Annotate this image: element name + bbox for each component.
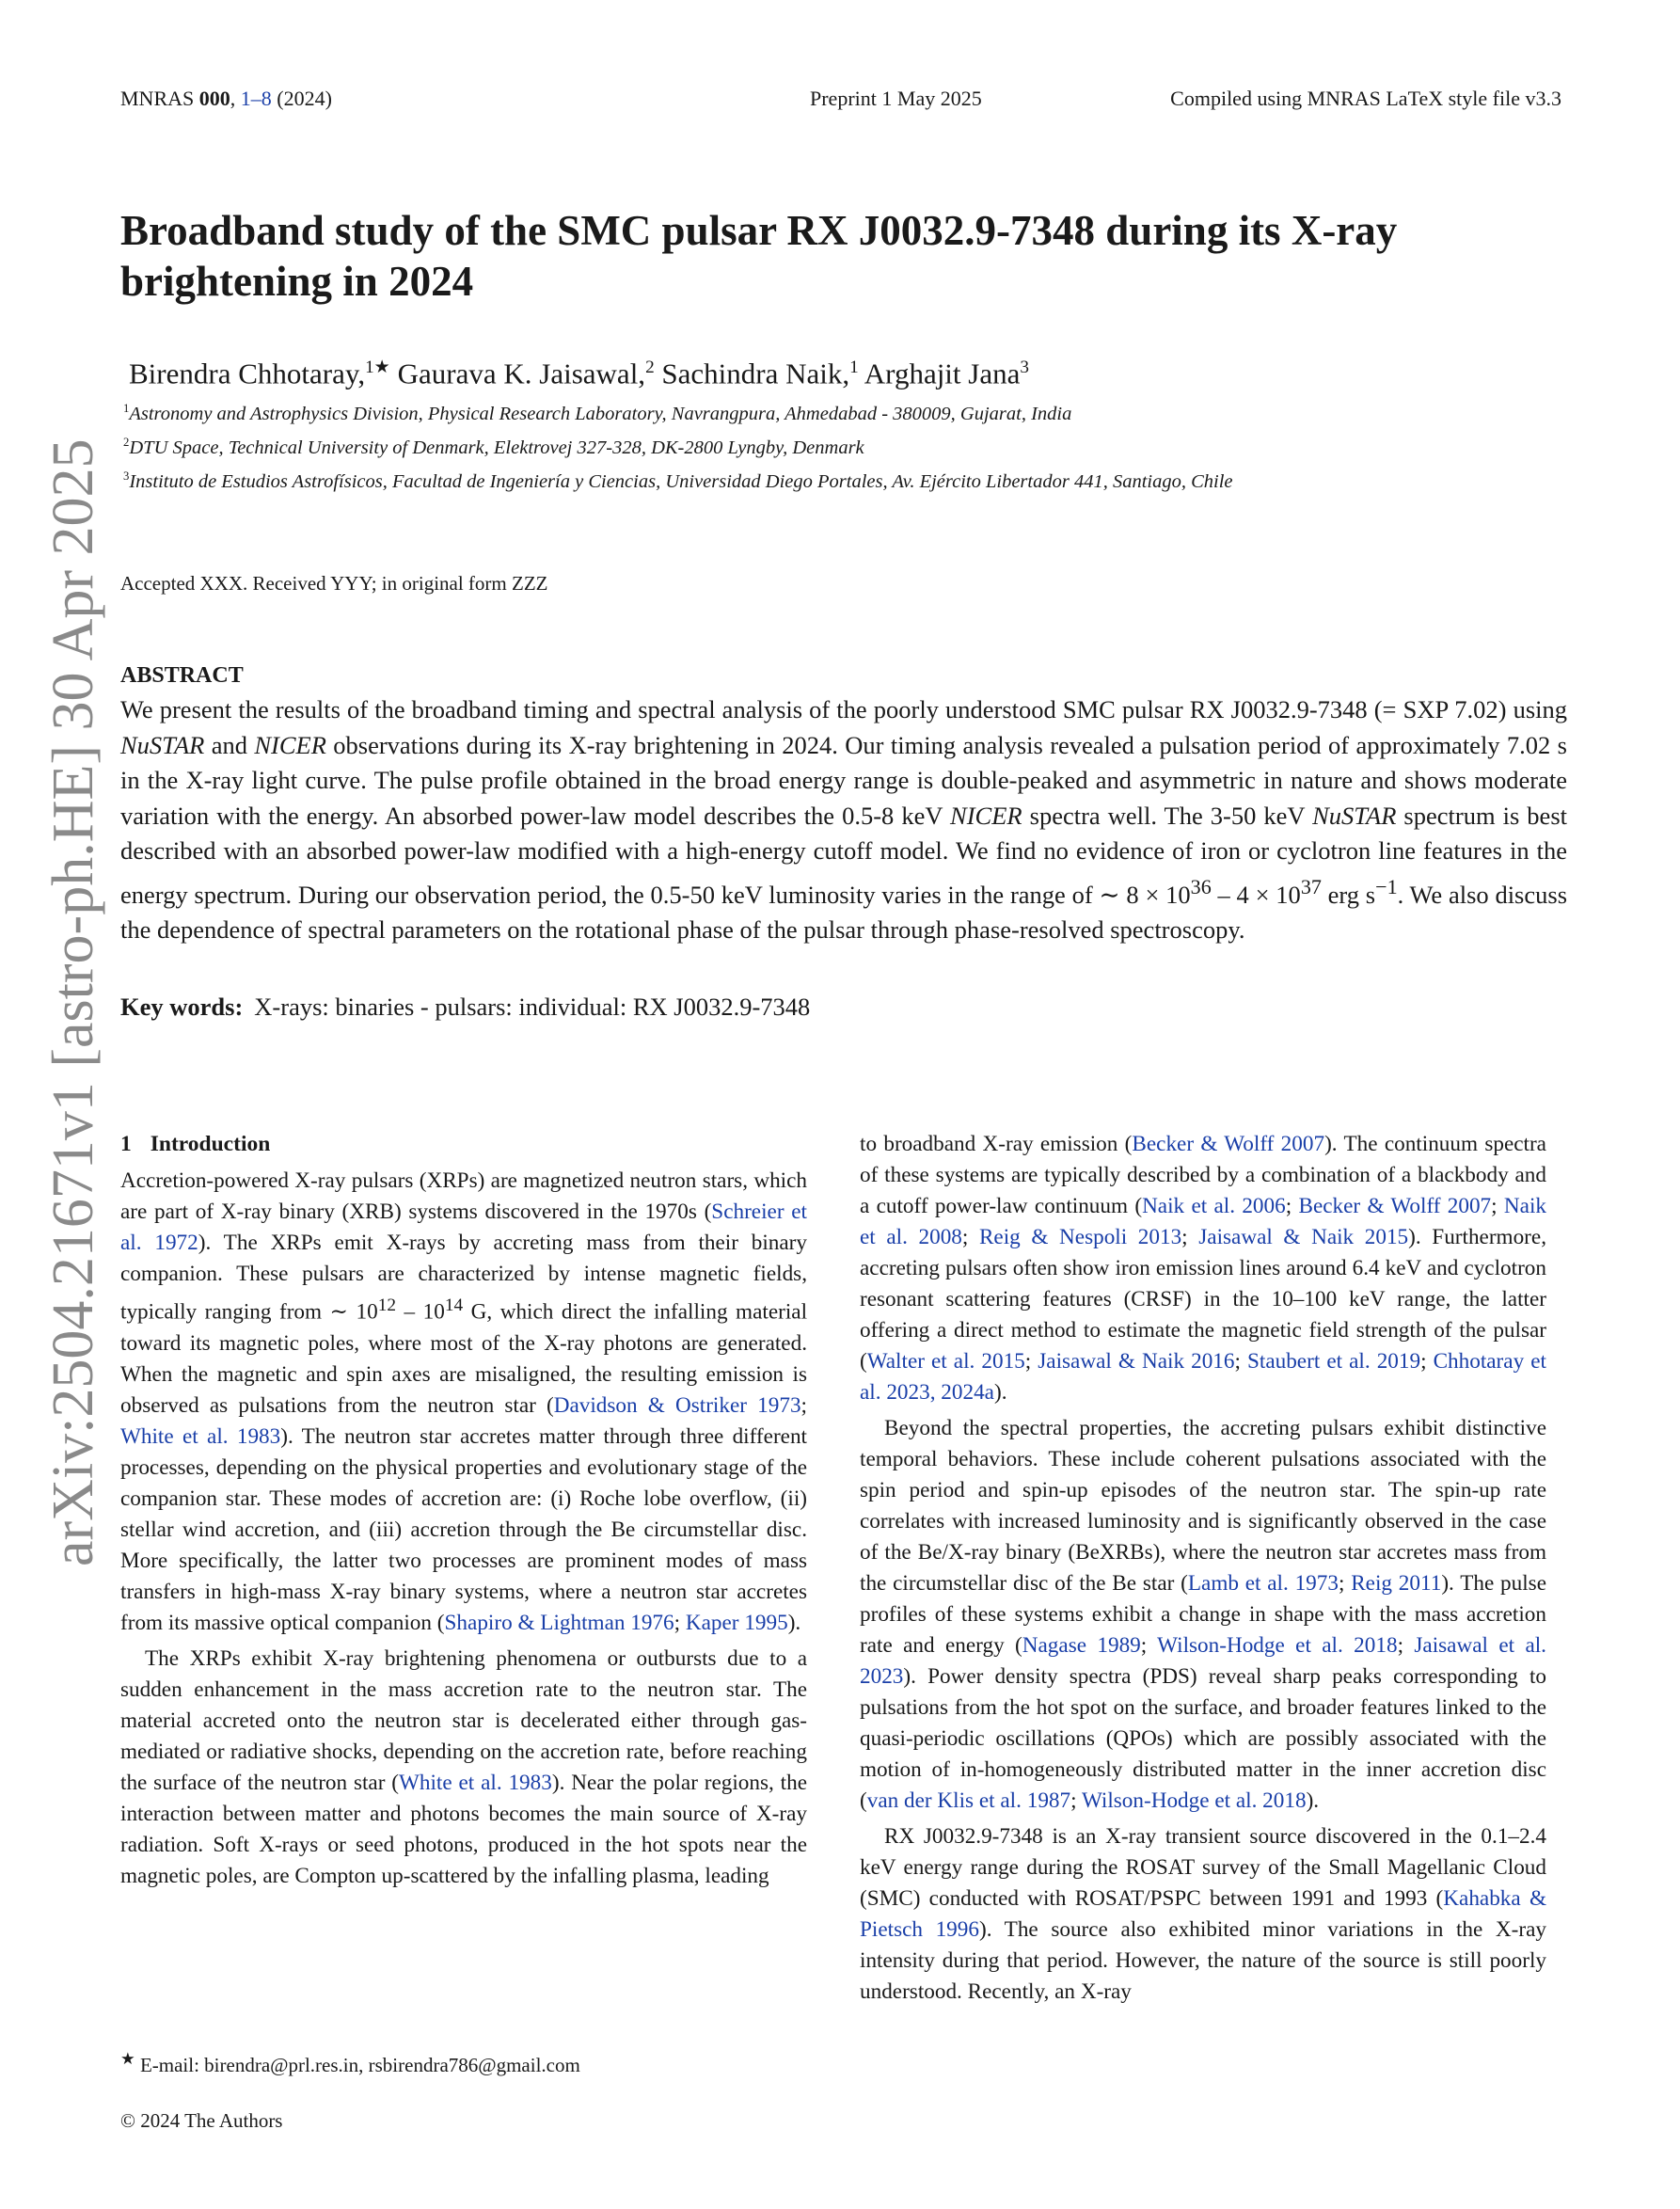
affiliation: $^2$DTU Space, Technical University of Denmark, Elektrovej 327-328, DK-2800 Lyngby, Denmark [123,435,864,458]
footnote-email: E-mail: birendra@prl.res.in, rsbirendra786@gmail.com [135,2054,580,2076]
author-name: Birendra Chhotaray, [129,357,366,390]
compiled-note: Compiled using MNRAS LaTeX style file v3.3 [1170,87,1561,110]
right-column [860,1129,1546,2008]
citation-link[interactable]: Lamb et al. 1973 [1187,1571,1339,1596]
citation-link[interactable]: Kaper 1995 [685,1610,788,1635]
paragraph: Beyond the spectral properties, the accreting pulsars exhibit distinctive temporal behaviors. These include coherent pulsations associated with the spin period and spin-up episodes of the neutron star. The spin-up rate correlates with increased luminosity and is significantly observed in the case of the Be/X-ray binary (BeXRBs), where the neutron star accretes mass from the circumstellar disc of the Be star (Lamb et al. 1973; Reig 2011). The pulse profiles of these systems exhibit a change in shape with the mass accretion rate and energy (Nagase 1989; Wilson-Hodge et al. 2018; Jaisawal et al. 2023). Power density spectra (PDS) reveal sharp peaks corresponding to pulsations from the hot spot on the surface, and broader features linked to the quasi-periodic oscillations (QPOs) which are possibly associated with the motion of in-homogeneously distributed matter in the inner accretion disc (van der Klis et al. 1987; Wilson-Hodge et al. 2018). [860,1416,1546,1813]
affiliation: $^3$Instituto de Estudios Astrofísicos, Facultad de Ingeniería y Ciencias, Universidad Diego Portales, Av. Ejército Libertador 441, Santiago, Chile [123,469,1233,492]
citation-link[interactable]: Naik et al. 2006 [1142,1194,1286,1218]
citation-link[interactable]: Reig & Nespoli 2013 [978,1225,1182,1249]
keywords-text: X-rays: binaries - pulsars: individual: RX J0032.9-7348 [254,993,811,1021]
footnote-mark: ★ [120,2049,135,2068]
author-name: Gaurava K. Jaisawal, [389,357,646,390]
citation-link[interactable]: Wilson-Hodge et al. 2018 [1157,1633,1398,1658]
running-header [120,87,1561,115]
author-name: Sachindra Naik, [654,357,850,390]
affil-mark: 1 [849,358,859,377]
citation-link[interactable]: Schreier et al. 1972 [120,1200,807,1255]
volume: 000 [198,87,230,110]
citation-link[interactable]: Shapiro & Lightman 1976 [444,1610,674,1635]
citation-link[interactable]: White et al. 1983 [120,1423,281,1449]
affiliations [123,394,1233,495]
acceptance-note: Accepted XXX. Received YYY; in original form ZZZ [120,572,548,595]
abstract-heading: ABSTRACT [120,663,244,688]
left-column [120,1129,807,1892]
journal-reference: MNRAS 000, 1–8 (2024) [120,87,332,110]
abstract-text: We present the results of the broadband timing and spectral analysis of the poorly understood SMC pulsar RX J0032.9-7348 (= SXP 7.02) using NuSTAR and NICER observations during its X-ray brightening in 2024. Our timing analysis revealed a pulsation period of approximately 7.02 s in the X-ray light curve. The pulse profile obtained in the broad energy range is double-peaked and asymmetric in nature and shows moderate variation with the energy. An absorbed power-law model describes the 0.5-8 keV NICER spectra well. The 3-50 keV NuSTAR spectrum is best described with an absorbed power-law modified with a high-energy cutoff model. We find no evidence of iron or cyclotron line features in the energy spectrum. During our observation period, the 0.5-50 keV luminosity varies in the range of ∼ $8 \times 10^{36} - 4 \times 10^{37}$ erg $s^{-1}$. We also discuss the dependence of spectral parameters on the rotational phase of the pulsar through phase-resolved spectroscopy. [120,695,1568,944]
abstract [120,663,1567,947]
citation-link[interactable]: Jaisawal et al. 2023 [860,1633,1546,1689]
keywords [120,993,810,1022]
citation-link[interactable]: van der Klis et al. 1987 [866,1788,1071,1813]
keywords-label: Key words: [120,993,244,1021]
arxiv-identifier: arXiv:2504.21671v1 [astro-ph.HE] 30 Apr 2025 [41,438,105,1566]
paragraph: The XRPs exhibit X-ray brightening phenomena or outbursts due to a sudden enhancement in the mass accretion rate to the neutron star. The material accreted onto the neutron star is decelerated either through gas-mediated or radiative shocks, depending on the accretion rate, before reaching the surface of the neutron star (White et al. 1983). Near the polar regions, the interaction between matter and photons becomes the main source of X-ray radiation. Soft X-rays or seed photons, produced in the hot spots near the magnetic poles, are Compton up-scattered by the infalling plasma, leading [120,1645,807,1888]
citation-link[interactable]: Chhotaray et al. 2023, 2024a [860,1349,1546,1405]
preprint-date: Preprint 1 May 2025 [810,87,982,110]
citation-link[interactable]: Jaisawal & Naik 2015 [1198,1225,1409,1249]
paragraph: Accretion-powered X-ray pulsars (XRPs) are magnetized neutron stars, which are part of X-ray binary (XRB) systems discovered in the 1970s (Schreier et al. 1972). The XRPs emit X-rays by accreting mass from their binary companion. These pulsars are characterized by intense magnetic fields, typically ranging from ∼ $10^{12} - 10^{14}$ G, which direct the infalling material toward its magnetic poles, where most of the X-ray photons are generated. When the magnetic and spin axes are misaligned, the resulting emission is observed as pulsations from the neutron star (Davidson & Ostriker 1973; White et al. 1983). The neutron star accretes matter through three different processes, depending on the physical properties and evolutionary stage of the companion star. These modes of accretion are: (i) Roche lobe overflow, (ii) stellar wind accretion, and (iii) accretion through the Be circumstellar disc. More specifically, the latter two processes are prominent modes of mass transfers in high-mass X-ray binary systems, where a neutron star accretes from its massive optical companion (Shapiro & Lightman 1976; Kaper 1995). [120,1168,808,1635]
paragraph: to broadband X-ray emission (Becker & Wolff 2007). The continuum spectra of these systems are typically described by a combination of a blackbody and a cutoff power-law continuum (Naik et al. 2006; Becker & Wolff 2007; Naik et al. 2008; Reig & Nespoli 2013; Jaisawal & Naik 2015). Furthermore, accreting pulsars often show iron emission lines around 6.4 keV and cyclotron resonant scattering features (CRSF) in the 10–100 keV range, the latter offering a direct method to estimate the magnetic field strength of the pulsar (Walter et al. 2015; Jaisawal & Naik 2016; Staubert et al. 2019; Chhotaray et al. 2023, 2024a). [860,1132,1546,1405]
affil-mark: 2 [645,358,655,377]
citation-link[interactable]: Wilson-Hodge et al. 2018 [1081,1788,1307,1813]
citation-link[interactable]: White et al. 1983 [399,1770,552,1795]
citation-link[interactable]: Davidson & Ostriker 1973 [553,1392,801,1418]
citation-link[interactable]: Naik et al. 2008 [860,1194,1546,1249]
author-list [129,356,1029,390]
affiliation: $^1$Astronomy and Astrophysics Division, Physical Research Laboratory, Navrangpura, Ahmedabad - 380009, Gujarat, India [123,402,1072,424]
citation-link[interactable]: Staubert et al. 2019 [1246,1349,1421,1374]
section-heading: 1 Introduction [120,1132,271,1156]
paper-title: Broadband study of the SMC pulsar RX J0032.9-7348 during its X-ray brightening in 2024 [120,207,1398,305]
citation-link[interactable]: Kahabka & Pietsch 1996 [860,1886,1546,1942]
affil-mark: 1★ [365,358,390,377]
page-range-link[interactable]: 1–8 [240,87,272,110]
author-name: Arghajit Jana [858,357,1021,390]
citation-link[interactable]: Becker & Wolff 2007 [1298,1194,1492,1218]
citation-link[interactable]: Jaisawal & Naik 2016 [1038,1349,1235,1374]
citation-link[interactable]: Becker & Wolff 2007 [1132,1132,1325,1156]
paragraph: RX J0032.9-7348 is an X-ray transient source discovered in the 0.1–2.4 keV energy range during the ROSAT survey of the Small Magellanic Cloud (SMC) conducted with ROSAT/PSPC between 1991 and 1993 (Kahabka & Pietsch 1996). The source also exhibited minor variations in the X-ray intensity during that period. However, the nature of the source is still poorly understood. Recently, an X-ray [860,1824,1546,2004]
copyright: © 2024 The Authors [120,2109,283,2132]
citation-link[interactable]: Nagase 1989 [1022,1633,1141,1658]
footnote [120,2049,580,2077]
affil-mark: 3 [1020,358,1029,377]
citation-link[interactable]: Walter et al. 2015 [866,1349,1025,1374]
citation-link[interactable]: Reig 2011 [1351,1571,1442,1596]
